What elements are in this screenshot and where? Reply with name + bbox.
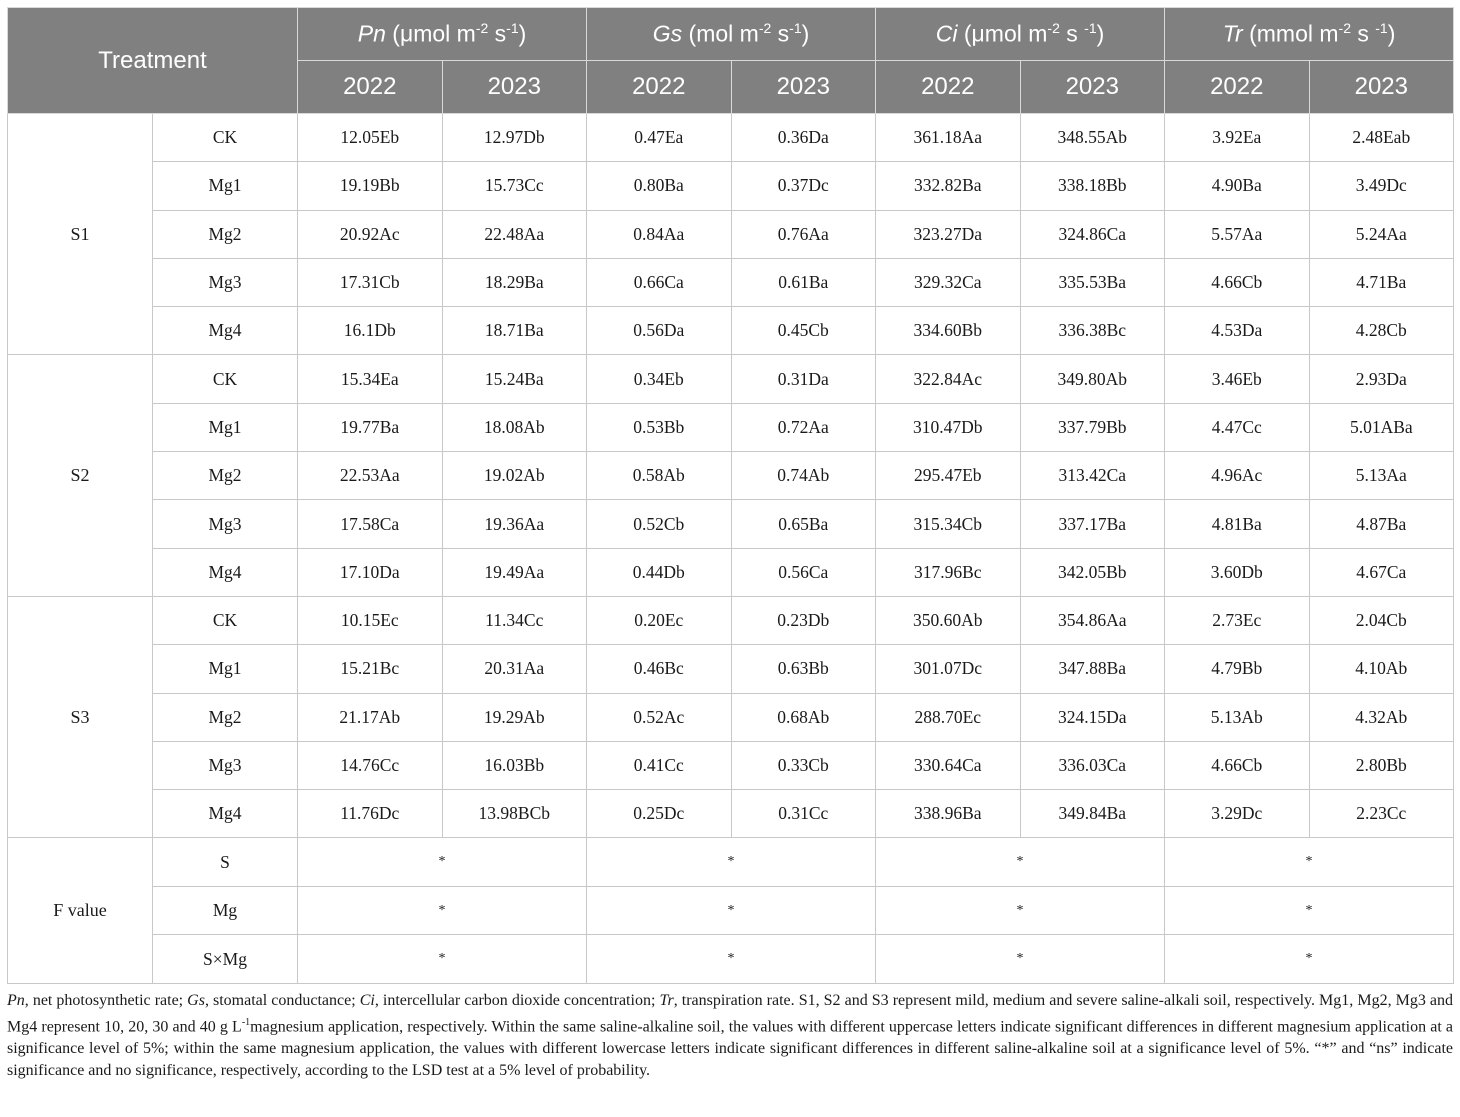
value-cell: 19.02Ab bbox=[442, 452, 587, 500]
value-cell: 5.13Ab bbox=[1165, 693, 1310, 741]
fvalue-row bbox=[8, 935, 1454, 984]
value-cell: 0.80Ba bbox=[587, 162, 732, 210]
table-row bbox=[8, 741, 1454, 789]
value-cell: 0.65Ba bbox=[731, 500, 876, 548]
value-cell: 338.96Ba bbox=[876, 790, 1021, 838]
significance-cell: * bbox=[587, 935, 876, 984]
value-cell: 323.27Da bbox=[876, 210, 1021, 258]
value-cell: 3.46Eb bbox=[1165, 355, 1310, 403]
value-cell: 329.32Ca bbox=[876, 258, 1021, 306]
treatment-cell: Mg1 bbox=[153, 403, 298, 451]
value-cell: 18.08Ab bbox=[442, 403, 587, 451]
value-cell: 0.61Ba bbox=[731, 258, 876, 306]
value-cell: 4.28Cb bbox=[1309, 307, 1454, 355]
fvalue-label: F value bbox=[8, 838, 153, 984]
treatment-cell: Mg3 bbox=[153, 741, 298, 789]
value-cell: 2.48Eab bbox=[1309, 114, 1454, 162]
value-cell: 18.71Ba bbox=[442, 307, 587, 355]
value-cell: 16.03Bb bbox=[442, 741, 587, 789]
value-cell: 19.49Aa bbox=[442, 548, 587, 596]
value-cell: 2.73Ec bbox=[1165, 596, 1310, 644]
value-cell: 12.05Eb bbox=[298, 114, 443, 162]
value-cell: 19.77Ba bbox=[298, 403, 443, 451]
value-cell: 334.60Bb bbox=[876, 307, 1021, 355]
value-cell: 350.60Ab bbox=[876, 596, 1021, 644]
table-row bbox=[8, 114, 1454, 162]
value-cell: 337.79Bb bbox=[1020, 403, 1165, 451]
factor-cell: S×Mg bbox=[153, 935, 298, 984]
value-cell: 4.81Ba bbox=[1165, 500, 1310, 548]
value-cell: 4.87Ba bbox=[1309, 500, 1454, 548]
value-cell: 12.97Db bbox=[442, 114, 587, 162]
value-cell: 0.45Cb bbox=[731, 307, 876, 355]
value-cell: 347.88Ba bbox=[1020, 645, 1165, 693]
treatment-cell: Mg4 bbox=[153, 548, 298, 596]
table-row bbox=[8, 693, 1454, 741]
value-cell: 2.80Bb bbox=[1309, 741, 1454, 789]
value-cell: 349.80Ab bbox=[1020, 355, 1165, 403]
value-cell: 4.10Ab bbox=[1309, 645, 1454, 693]
value-cell: 295.47Eb bbox=[876, 452, 1021, 500]
fvalue-row bbox=[8, 838, 1454, 887]
value-cell: 0.46Bc bbox=[587, 645, 732, 693]
significance-cell: * bbox=[876, 935, 1165, 984]
value-cell: 332.82Ba bbox=[876, 162, 1021, 210]
factor-cell: Mg bbox=[153, 886, 298, 935]
soil-group-label: S2 bbox=[8, 355, 153, 596]
value-cell: 0.58Ab bbox=[587, 452, 732, 500]
value-cell: 0.31Da bbox=[731, 355, 876, 403]
value-cell: 17.10Da bbox=[298, 548, 443, 596]
year-header: 2022 bbox=[876, 61, 1021, 114]
value-cell: 315.34Cb bbox=[876, 500, 1021, 548]
value-cell: 3.29Dc bbox=[1165, 790, 1310, 838]
value-cell: 2.93Da bbox=[1309, 355, 1454, 403]
value-cell: 336.03Ca bbox=[1020, 741, 1165, 789]
value-cell: 324.86Ca bbox=[1020, 210, 1165, 258]
table-row bbox=[8, 258, 1454, 306]
tr-header: Tr (mmol $m^{-2}$ s $^{-1}$) bbox=[1165, 8, 1454, 61]
value-cell: 17.58Ca bbox=[298, 500, 443, 548]
value-cell: 13.98BCb bbox=[442, 790, 587, 838]
value-cell: 15.24Ba bbox=[442, 355, 587, 403]
significance-cell: * bbox=[587, 838, 876, 887]
value-cell: 330.64Ca bbox=[876, 741, 1021, 789]
value-cell: 5.13Aa bbox=[1309, 452, 1454, 500]
value-cell: 349.84Ba bbox=[1020, 790, 1165, 838]
value-cell: 337.17Ba bbox=[1020, 500, 1165, 548]
value-cell: 3.49Dc bbox=[1309, 162, 1454, 210]
value-cell: 310.47Db bbox=[876, 403, 1021, 451]
significance-cell: * bbox=[298, 886, 587, 935]
value-cell: 10.15Ec bbox=[298, 596, 443, 644]
value-cell: 288.70Ec bbox=[876, 693, 1021, 741]
value-cell: 20.31Aa bbox=[442, 645, 587, 693]
factor-cell: S bbox=[153, 838, 298, 887]
value-cell: 22.48Aa bbox=[442, 210, 587, 258]
significance-cell: * bbox=[587, 886, 876, 935]
value-cell: 335.53Ba bbox=[1020, 258, 1165, 306]
value-cell: 15.73Cc bbox=[442, 162, 587, 210]
value-cell: 0.25Dc bbox=[587, 790, 732, 838]
value-cell: 301.07Dc bbox=[876, 645, 1021, 693]
treatment-cell: Mg2 bbox=[153, 452, 298, 500]
table-container bbox=[7, 7, 1453, 984]
year-header: 2022 bbox=[1165, 61, 1310, 114]
treatment-cell: CK bbox=[153, 114, 298, 162]
value-cell: 19.19Bb bbox=[298, 162, 443, 210]
significance-cell: * bbox=[298, 838, 587, 887]
value-cell: 16.1Db bbox=[298, 307, 443, 355]
table-row bbox=[8, 596, 1454, 644]
value-cell: 20.92Ac bbox=[298, 210, 443, 258]
value-cell: 4.90Ba bbox=[1165, 162, 1310, 210]
value-cell: 4.79Bb bbox=[1165, 645, 1310, 693]
value-cell: 4.67Ca bbox=[1309, 548, 1454, 596]
value-cell: 354.86Aa bbox=[1020, 596, 1165, 644]
value-cell: 22.53Aa bbox=[298, 452, 443, 500]
value-cell: 0.68Ab bbox=[731, 693, 876, 741]
value-cell: 4.66Cb bbox=[1165, 258, 1310, 306]
value-cell: 0.66Ca bbox=[587, 258, 732, 306]
value-cell: 0.76Aa bbox=[731, 210, 876, 258]
table-row bbox=[8, 403, 1454, 451]
year-header: 2023 bbox=[442, 61, 587, 114]
value-cell: 0.72Aa bbox=[731, 403, 876, 451]
value-cell: 4.32Ab bbox=[1309, 693, 1454, 741]
value-cell: 4.66Cb bbox=[1165, 741, 1310, 789]
value-cell: 324.15Da bbox=[1020, 693, 1165, 741]
value-cell: 0.63Bb bbox=[731, 645, 876, 693]
year-header: 2023 bbox=[1309, 61, 1454, 114]
significance-cell: * bbox=[1165, 935, 1454, 984]
value-cell: 0.44Db bbox=[587, 548, 732, 596]
treatment-cell: Mg3 bbox=[153, 258, 298, 306]
table-row bbox=[8, 548, 1454, 596]
year-header: 2022 bbox=[298, 61, 443, 114]
significance-cell: * bbox=[876, 886, 1165, 935]
table-header bbox=[8, 8, 1454, 114]
treatment-cell: CK bbox=[153, 355, 298, 403]
value-cell: 361.18Aa bbox=[876, 114, 1021, 162]
value-cell: 4.47Cc bbox=[1165, 403, 1310, 451]
value-cell: 19.29Ab bbox=[442, 693, 587, 741]
significance-cell: * bbox=[298, 935, 587, 984]
value-cell: 0.52Ac bbox=[587, 693, 732, 741]
value-cell: 4.96Ac bbox=[1165, 452, 1310, 500]
value-cell: 0.56Ca bbox=[731, 548, 876, 596]
value-cell: 5.57Aa bbox=[1165, 210, 1310, 258]
value-cell: 0.52Cb bbox=[587, 500, 732, 548]
value-cell: 0.84Aa bbox=[587, 210, 732, 258]
pn-header: Pn (μmol $m^{-2}$ $s^{-1}$) bbox=[298, 8, 587, 61]
value-cell: 0.47Ea bbox=[587, 114, 732, 162]
treatment-cell: Mg1 bbox=[153, 645, 298, 693]
fvalue-row bbox=[8, 886, 1454, 935]
table-footnote: Pn, net photosynthetic rate; Gs, stomatal conductance; Ci, intercellular carbon dioxide concentration; Tr, transpiration rate. S1, S2 and S3 represent mild, medium and severe saline-alkali soil, respectively. Mg1, Mg2, Mg3 and Mg4 represent 10, 20, 30 and 40 g $L^{-1}magnesium$ application, respectively. Within the same saline-alkaline soil, the values with different uppercase letters indicate significant differences in different magnesium application at a significance level of 5%; within the same magnesium application, the values with different lowercase letters indicate significant differences in different saline-alkaline soil at a significance level of 5%. “*” and “ns” indicate significance and no significance, respectively, according to the LSD test at a 5% level of probability. bbox=[7, 992, 1454, 1079]
table-row bbox=[8, 452, 1454, 500]
value-cell: 348.55Ab bbox=[1020, 114, 1165, 162]
value-cell: 21.17Ab bbox=[298, 693, 443, 741]
ci-header: Ci (μmol $m^{-2}$ s $^{-1}$) bbox=[876, 8, 1165, 61]
gs-header: Gs (mol $m^{-2}$ $s^{-1}$) bbox=[587, 8, 876, 61]
value-cell: 0.31Cc bbox=[731, 790, 876, 838]
table-row bbox=[8, 645, 1454, 693]
value-cell: 336.38Bc bbox=[1020, 307, 1165, 355]
value-cell: 15.21Bc bbox=[298, 645, 443, 693]
value-cell: 0.41Cc bbox=[587, 741, 732, 789]
value-cell: 0.23Db bbox=[731, 596, 876, 644]
significance-cell: * bbox=[1165, 838, 1454, 887]
value-cell: 342.05Bb bbox=[1020, 548, 1165, 596]
value-cell: 0.53Bb bbox=[587, 403, 732, 451]
value-cell: 313.42Ca bbox=[1020, 452, 1165, 500]
value-cell: 0.56Da bbox=[587, 307, 732, 355]
value-cell: 5.24Aa bbox=[1309, 210, 1454, 258]
value-cell: 18.29Ba bbox=[442, 258, 587, 306]
value-cell: 14.76Cc bbox=[298, 741, 443, 789]
value-cell: 322.84Ac bbox=[876, 355, 1021, 403]
significance-cell: * bbox=[1165, 886, 1454, 935]
table-row bbox=[8, 790, 1454, 838]
value-cell: 3.92Ea bbox=[1165, 114, 1310, 162]
value-cell: 3.60Db bbox=[1165, 548, 1310, 596]
value-cell: 0.20Ec bbox=[587, 596, 732, 644]
value-cell: 11.34Cc bbox=[442, 596, 587, 644]
value-cell: 0.33Cb bbox=[731, 741, 876, 789]
treatment-cell: Mg4 bbox=[153, 307, 298, 355]
treatment-header: Treatment bbox=[8, 8, 298, 114]
table-row bbox=[8, 355, 1454, 403]
value-cell: 2.04Cb bbox=[1309, 596, 1454, 644]
value-cell: 19.36Aa bbox=[442, 500, 587, 548]
treatment-cell: Mg2 bbox=[153, 693, 298, 741]
treatment-cell: Mg1 bbox=[153, 162, 298, 210]
value-cell: 4.71Ba bbox=[1309, 258, 1454, 306]
significance-cell: * bbox=[876, 838, 1165, 887]
table-body bbox=[8, 114, 1454, 984]
value-cell: 0.36Da bbox=[731, 114, 876, 162]
year-header: 2022 bbox=[587, 61, 732, 114]
value-cell: 11.76Dc bbox=[298, 790, 443, 838]
value-cell: 17.31Cb bbox=[298, 258, 443, 306]
value-cell: 317.96Bc bbox=[876, 548, 1021, 596]
soil-group-label: S1 bbox=[8, 114, 153, 355]
value-cell: 0.37Dc bbox=[731, 162, 876, 210]
soil-group-label: S3 bbox=[8, 596, 153, 837]
value-cell: 5.01ABa bbox=[1309, 403, 1454, 451]
value-cell: 2.23Cc bbox=[1309, 790, 1454, 838]
value-cell: 15.34Ea bbox=[298, 355, 443, 403]
treatment-cell: CK bbox=[153, 596, 298, 644]
data-table bbox=[7, 7, 1454, 984]
table-row bbox=[8, 162, 1454, 210]
table-row bbox=[8, 500, 1454, 548]
year-header: 2023 bbox=[731, 61, 876, 114]
treatment-cell: Mg3 bbox=[153, 500, 298, 548]
year-header: 2023 bbox=[1020, 61, 1165, 114]
value-cell: 338.18Bb bbox=[1020, 162, 1165, 210]
table-row bbox=[8, 210, 1454, 258]
treatment-cell: Mg4 bbox=[153, 790, 298, 838]
treatment-cell: Mg2 bbox=[153, 210, 298, 258]
table-row bbox=[8, 307, 1454, 355]
value-cell: 0.74Ab bbox=[731, 452, 876, 500]
value-cell: 0.34Eb bbox=[587, 355, 732, 403]
value-cell: 4.53Da bbox=[1165, 307, 1310, 355]
